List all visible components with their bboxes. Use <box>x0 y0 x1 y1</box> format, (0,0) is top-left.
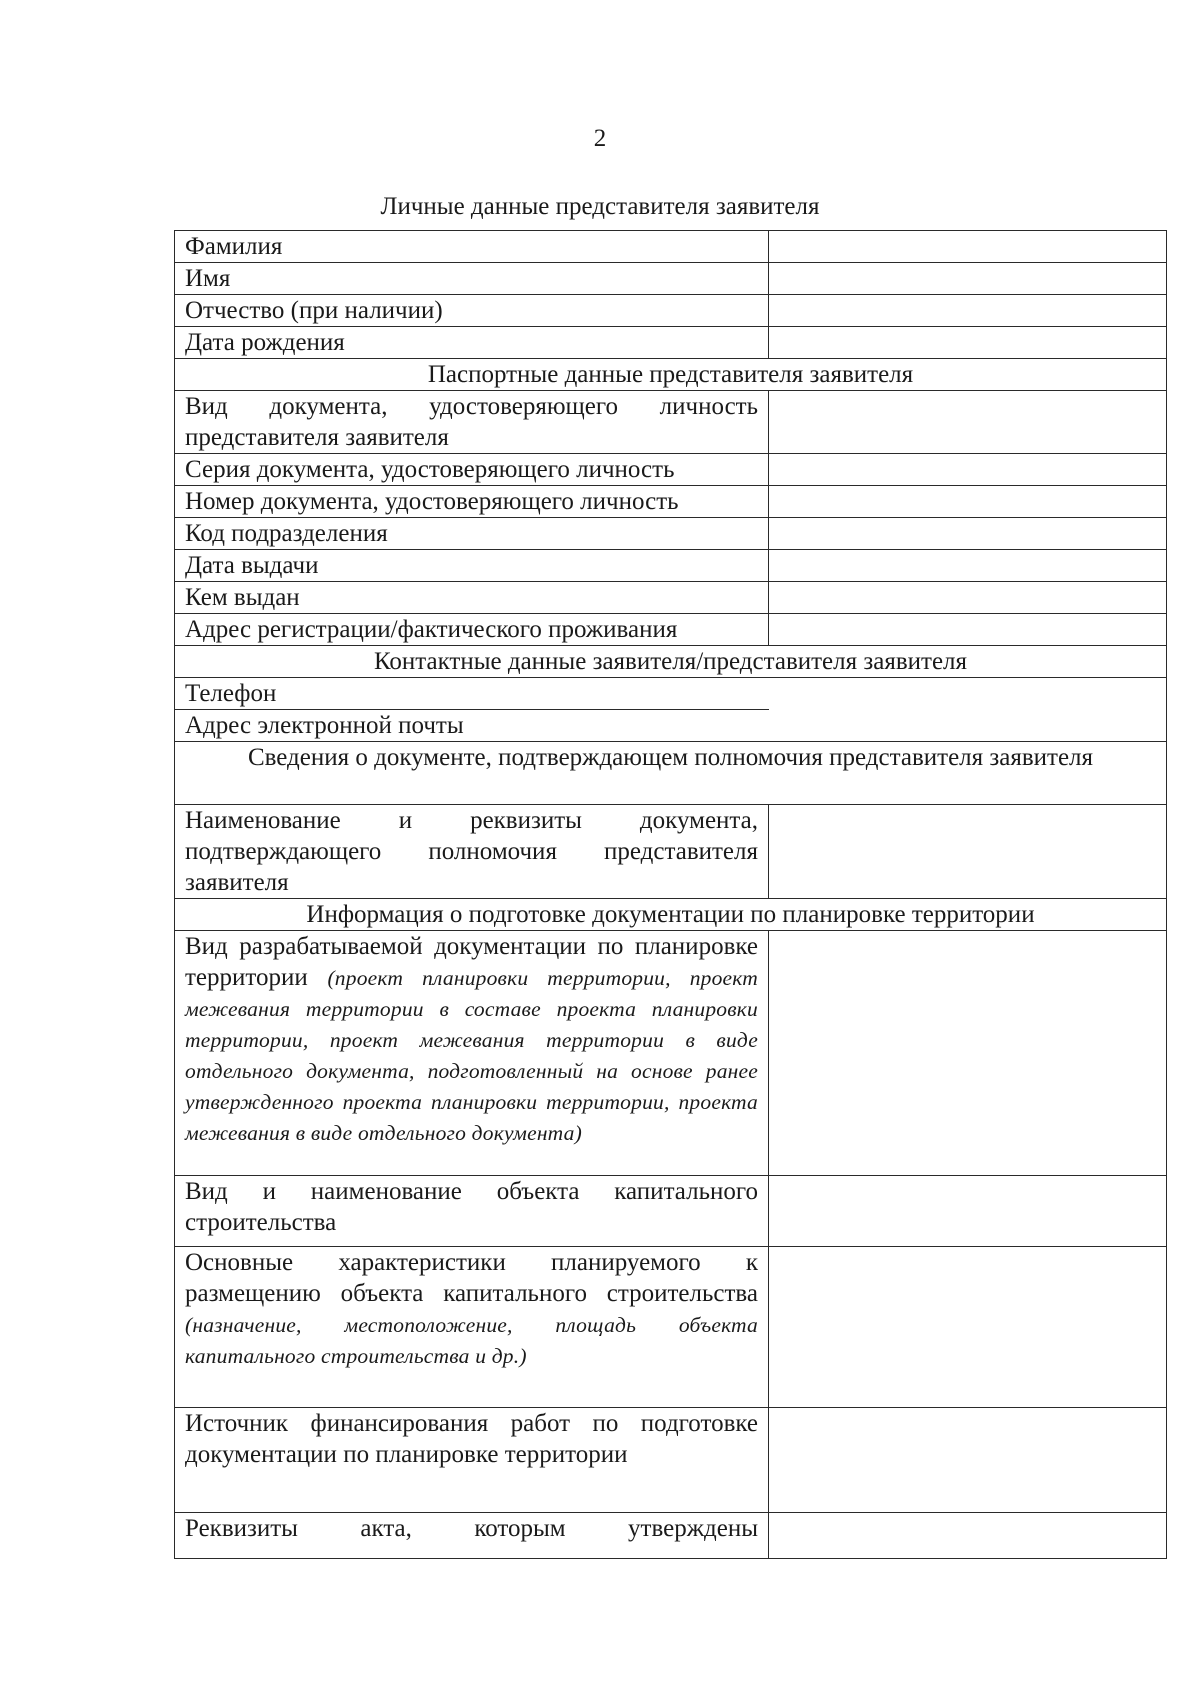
field-value-address[interactable] <box>769 614 1167 646</box>
field-value-id-document-type[interactable] <box>769 391 1167 454</box>
field-label-birth-date: Дата рождения <box>175 327 769 359</box>
table-row <box>175 931 1167 1176</box>
field-label-documentation-type <box>175 931 769 1176</box>
field-value-division-code[interactable] <box>769 518 1167 550</box>
section-header-row <box>175 899 1167 931</box>
field-value-surname[interactable] <box>769 231 1167 263</box>
table-row <box>175 295 1167 327</box>
table-row <box>175 1408 1167 1513</box>
field-label-issued-by: Кем выдан <box>175 582 769 614</box>
field-value-documentation-type[interactable] <box>769 931 1167 1176</box>
field-value-email[interactable] <box>769 710 1167 742</box>
field-note-documentation-type: (проект планировки территории, проект межевания территории в составе проекта планировки территории, проект межевания территории в виде отдельного документа, подготовленный на основе ранее утвержденного проекта планировки территории, проекта межевания в виде отдельного документа) <box>185 966 758 1145</box>
authority-section-header: Сведения о документе, подтверждающем полномочия представителя заявителя <box>175 742 1167 805</box>
table-row <box>175 1513 1167 1559</box>
field-value-name[interactable] <box>769 263 1167 295</box>
table-row <box>175 805 1167 899</box>
table-row <box>175 1176 1167 1247</box>
field-label-address: Адрес регистрации/фактического проживания <box>175 614 769 646</box>
field-value-birth-date[interactable] <box>769 327 1167 359</box>
field-label-id-document-type: Вид документа, удостоверяющего личность представителя заявителя <box>175 391 769 454</box>
field-label-id-number: Номер документа, удостоверяющего личность <box>175 486 769 518</box>
field-value-patronymic[interactable] <box>769 295 1167 327</box>
field-value-financing-source[interactable] <box>769 1408 1167 1513</box>
table-row <box>175 518 1167 550</box>
section-header-row <box>175 359 1167 391</box>
field-label-surname: Фамилия <box>175 231 769 263</box>
field-label-id-series: Серия документа, удостоверяющего личность <box>175 454 769 486</box>
table-row <box>175 454 1167 486</box>
table-row <box>175 582 1167 614</box>
table-row <box>175 1247 1167 1408</box>
table-row <box>175 391 1167 454</box>
application-form-table <box>174 230 1167 1559</box>
field-label-authority-document: Наименование и реквизиты документа, подтверждающего полномочия представителя заявителя <box>175 805 769 899</box>
field-label-patronymic: Отчество (при наличии) <box>175 295 769 327</box>
field-value-issued-by[interactable] <box>769 582 1167 614</box>
field-label-documentation-type-text: Вид разрабатываемой документации по планировке территории <box>185 933 758 991</box>
field-value-issue-date[interactable] <box>769 550 1167 582</box>
table-row <box>175 327 1167 359</box>
field-label-act-details: Реквизиты акта, которым утверждены <box>175 1513 769 1559</box>
field-value-object-characteristics[interactable] <box>769 1247 1167 1408</box>
table-row <box>175 231 1167 263</box>
field-label-capital-object: Вид и наименование объекта капитального строительства <box>175 1176 769 1247</box>
field-label-division-code: Код подразделения <box>175 518 769 550</box>
table-row <box>175 263 1167 295</box>
field-value-authority-document[interactable] <box>769 805 1167 899</box>
section-header-row <box>175 742 1167 805</box>
field-label-issue-date: Дата выдачи <box>175 550 769 582</box>
field-note-object-characteristics: (назначение, местоположение, площадь объекта капитального строительства и др.) <box>185 1313 758 1368</box>
field-label-financing-source: Источник финансирования работ по подготовке документации по планировке территории <box>175 1408 769 1513</box>
field-label-object-characteristics <box>175 1247 769 1408</box>
field-value-act-details[interactable] <box>769 1513 1167 1559</box>
table-row <box>175 486 1167 518</box>
field-value-phone[interactable] <box>769 678 1167 710</box>
contact-section-header: Контактные данные заявителя/представителя заявителя <box>175 646 1167 678</box>
table-row <box>175 550 1167 582</box>
page-number: 2 <box>593 125 607 152</box>
field-label-object-characteristics-text: Основные характеристики планируемого к размещению объекта капитального строительства <box>185 1249 758 1307</box>
field-value-id-series[interactable] <box>769 454 1167 486</box>
field-label-phone: Телефон <box>175 678 769 710</box>
field-label-email: Адрес электронной почты <box>175 710 769 742</box>
section-header-row <box>175 646 1167 678</box>
table-row <box>175 678 1167 710</box>
table-row <box>175 710 1167 742</box>
section-title: Личные данные представителя заявителя <box>380 193 820 220</box>
field-value-id-number[interactable] <box>769 486 1167 518</box>
table-row <box>175 614 1167 646</box>
field-value-capital-object[interactable] <box>769 1176 1167 1247</box>
passport-section-header: Паспортные данные представителя заявителя <box>175 359 1167 391</box>
field-label-name: Имя <box>175 263 769 295</box>
planning-section-header: Информация о подготовке документации по планировке территории <box>175 899 1167 931</box>
